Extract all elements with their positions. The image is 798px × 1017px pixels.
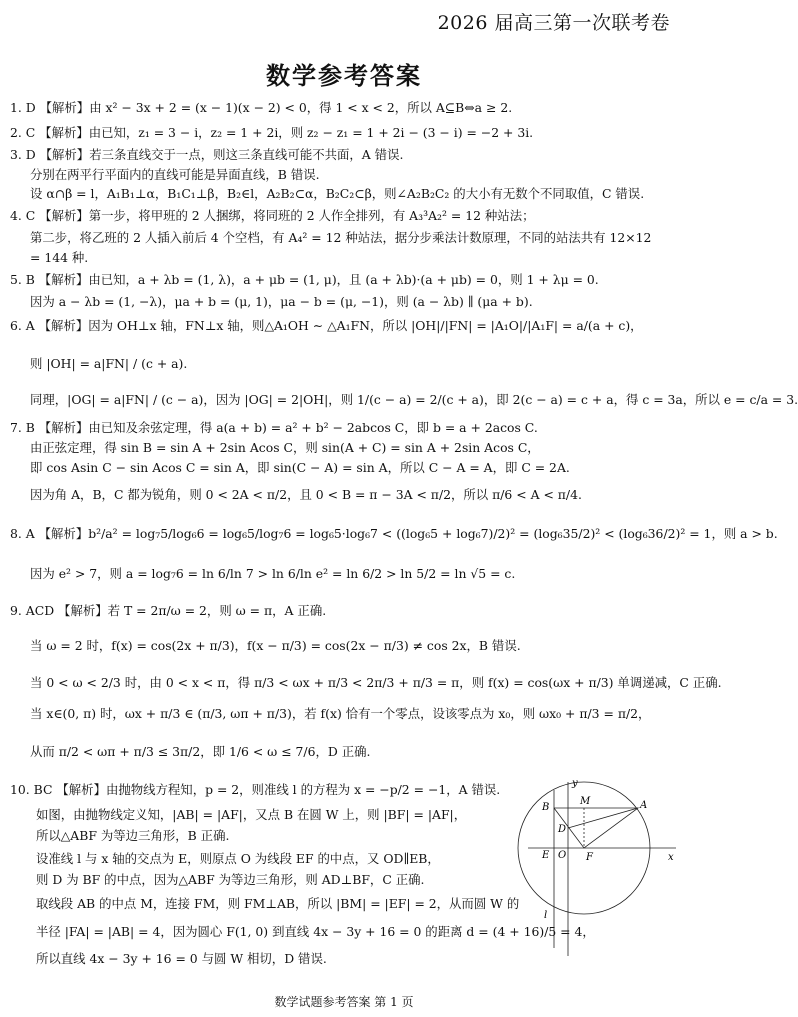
answer-line: 如图，由抛物线定义知，|AB| = |AF|，又点 B 在圆 W 上，则 |BF| = |AF|， bbox=[36, 807, 467, 822]
answer-line: 6. A 【解析】因为 OH⊥x 轴，FN⊥x 轴，则△A₁OH ∼ △A₁FN，所以 |OH|/|FN| = |A₁O|/|A₁F| = a/(a + c)， bbox=[10, 318, 643, 333]
answer-line: 所以△ABF 为等边三角形，B 正确. bbox=[36, 828, 230, 843]
answer-line: 因为 a − λb = (1, −λ)，μa + b = (μ, 1)，μa − b = (μ, −1)，则 (a − λb) ∥ (μa + b). bbox=[30, 294, 533, 309]
label-b: B bbox=[542, 802, 550, 813]
answer-line: 由正弦定理，得 sin B = sin A + 2sin Acos C，则 sin(A + C) = sin A + 2sin Acos C， bbox=[30, 440, 540, 455]
answer-line: 所以直线 4x − 3y + 16 = 0 与圆 W 相切，D 错误. bbox=[36, 951, 327, 966]
answer-line: 8. A 【解析】b²/a² = log₇5/log₆6 = log₆5/log₇6 = log₆5·log₆7 < ((log₆5 + log₆7)/2)² = (log₆35/2)² < (log₆36/2)² = 1，则 a > b. bbox=[10, 526, 778, 541]
answer-line: 9. ACD 【解析】若 T = 2π/ω = 2，则 ω = π，A 正确. bbox=[10, 603, 327, 618]
answer-line: 当 0 < ω < 2/3 时，由 0 < x < π，得 π/3 < ωx + π/3 < 2π/3 + π/3 = π，则 f(x) = cos(ωx + π/3) 单调递减，C 正确. bbox=[30, 675, 722, 690]
label-x: x bbox=[668, 852, 674, 863]
triangle-abf bbox=[554, 808, 638, 848]
doc-title: 数学参考答案 bbox=[266, 62, 422, 90]
answer-line: 设准线 l 与 x 轴的交点为 E，则原点 O 为线段 EF 的中点，又 OD∥EB， bbox=[36, 851, 440, 866]
label-y: y bbox=[572, 778, 578, 789]
answer-line: = 144 种. bbox=[30, 250, 89, 265]
label-o: O bbox=[558, 850, 567, 861]
answer-line: 当 ω = 2 时，f(x) = cos(2x + π/3)，f(x − π/3) = cos(2x − π/3) ≠ cos 2x，B 错误. bbox=[30, 638, 521, 653]
answer-line: 半径 |FA| = |AB| = 4，因为圆心 F(1, 0) 到直线 4x − 3y + 16 = 0 的距离 d = (4 + 16)/5 = 4， bbox=[36, 924, 595, 939]
answer-line: 设 α∩β = l，A₁B₁⊥α，B₁C₁⊥β，B₂∈l，A₂B₂⊂α，B₂C₂⊂β，则∠A₂B₂C₂ 的大小有无数个不同取值，C 错误. bbox=[30, 186, 645, 201]
parabola-circle-figure bbox=[528, 778, 678, 958]
answer-line: 1. D 【解析】由 x² − 3x + 2 = (x − 1)(x − 2) < 0，得 1 < x < 2，所以 A⊆B⇔a ≥ 2. bbox=[10, 100, 513, 115]
label-f: F bbox=[586, 852, 593, 863]
label-l: l bbox=[544, 910, 548, 921]
answer-line: 2. C 【解析】由已知，z₁ = 3 − i，z₂ = 1 + 2i，则 z₂ − z₁ = 1 + 2i − (3 − i) = −2 + 3i. bbox=[10, 125, 534, 140]
answer-line: 同理，|OG| = a|FN| / (c − a)，因为 |OG| = 2|OH|，则 1/(c − a) = 2/(c + a)，即 2(c − a) = c + a，得 c = 3a，所以 e = c/a = 3. bbox=[30, 392, 798, 407]
answer-line: 即 cos Asin C − sin Acos C = sin A，即 sin(C − A) = sin A，所以 C − A = A，即 C = 2A. bbox=[30, 460, 570, 475]
label-d: D bbox=[558, 824, 567, 835]
label-e: E bbox=[542, 850, 550, 861]
answer-line: 因为角 A，B，C 都为锐角，则 0 < 2A < π/2，且 0 < B = π − 3A < π/2，所以 π/6 < A < π/4. bbox=[30, 487, 582, 502]
exam-title: 2026 届高三第一次联考卷 bbox=[437, 12, 670, 34]
answer-line: 3. D 【解析】若三条直线交于一点，则这三条直线可能不共面，A 错误. bbox=[10, 147, 404, 162]
answer-line: 取线段 AB 的中点 M，连接 FM，则 FM⊥AB，所以 |BM| = |EF| = 2，从而圆 W 的 bbox=[36, 896, 520, 911]
label-a: A bbox=[640, 800, 648, 811]
answer-line: 第二步，将乙班的 2 人插入前后 4 个空档，有 A₄² = 12 种站法，据分步乘法计数原理，不同的站法共有 12×12 bbox=[30, 230, 652, 245]
answer-line: 则 D 为 BF 的中点，因为△ABF 为等边三角形，则 AD⊥BF，C 正确. bbox=[36, 872, 425, 887]
answer-line: 分别在两平行平面内的直线可能是异面直线，B 错误. bbox=[30, 167, 320, 182]
answer-line: 4. C 【解析】第一步，将甲班的 2 人捆绑，将同班的 2 人作全排列，有 A₃³A₂² = 12 种站法； bbox=[10, 208, 535, 223]
answer-line: 5. B 【解析】由已知，a + λb = (1, λ)，a + μb = (1, μ)，且 (a + λb)·(a + μb) = 0，则 1 + λμ = 0. bbox=[10, 272, 599, 287]
answer-line: 当 x∈(0, π) 时，ωx + π/3 ∈ (π/3, ωπ + π/3)，若 f(x) 恰有一个零点，设该零点为 x₀，则 ωx₀ + π/3 = π/2， bbox=[30, 706, 651, 721]
answer-line: 从而 π/2 < ωπ + π/3 ≤ 3π/2，即 1/6 < ω ≤ 7/6，D 正确. bbox=[30, 744, 371, 759]
segment-ad bbox=[568, 808, 638, 828]
answer-line: 因为 e² > 7，则 a = log₇6 = ln 6/ln 7 > ln 6/ln e² = ln 6/2 > ln 5/2 = ln √5 = c. bbox=[30, 566, 516, 581]
answer-line: 则 |OH| = a|FN| / (c + a). bbox=[30, 356, 188, 371]
page-footer: 数学试题参考答案 第 1 页 bbox=[274, 995, 414, 1009]
answer-line: 7. B 【解析】由已知及余弦定理，得 a(a + b) = a² + b² − 2abcos C，即 b = a + 2acos C. bbox=[10, 420, 538, 435]
answer-line: 10. BC 【解析】由抛物线方程知，p = 2，则准线 l 的方程为 x = −p/2 = −1，A 错误. bbox=[10, 782, 501, 797]
label-m: M bbox=[580, 796, 591, 807]
